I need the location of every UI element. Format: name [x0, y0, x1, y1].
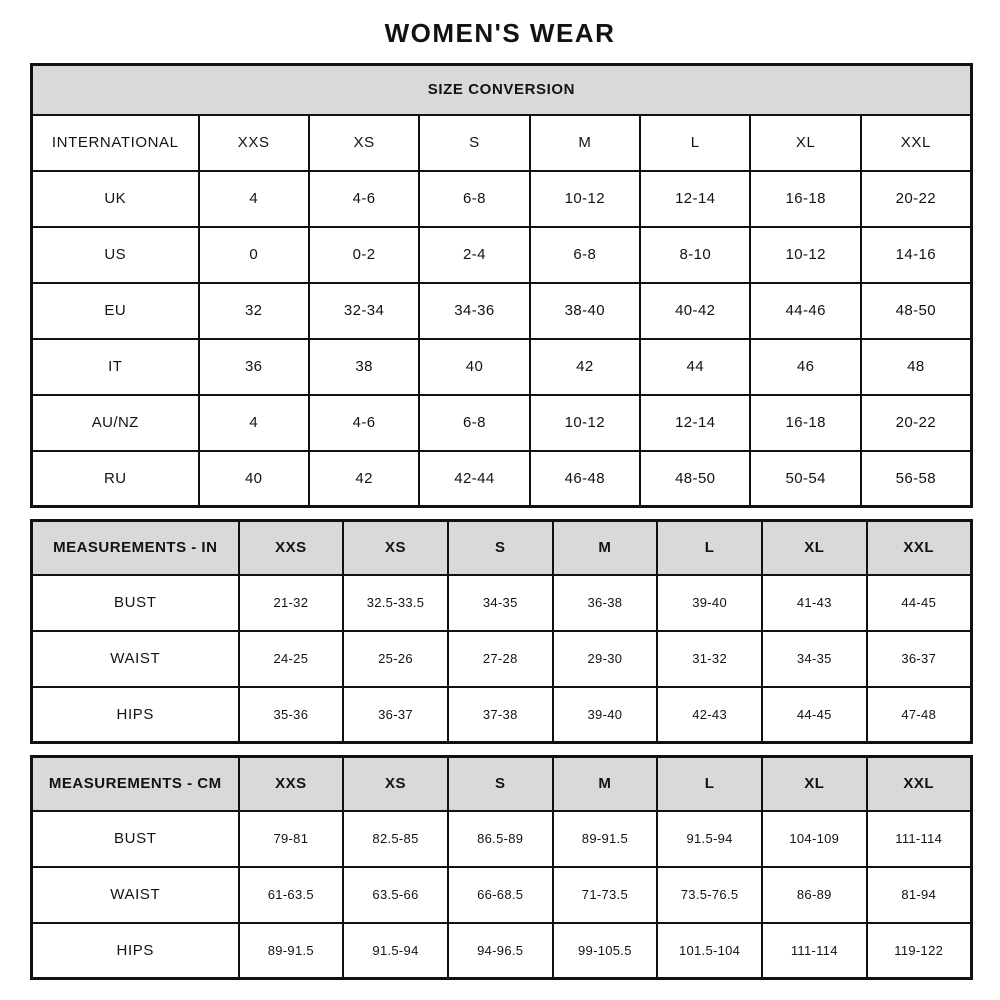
size-value: 14-16	[861, 227, 972, 283]
col-header: INTERNATIONAL	[32, 115, 199, 171]
col-header: S	[448, 521, 553, 575]
size-value: 4-6	[309, 171, 419, 227]
size-value: 12-14	[640, 171, 750, 227]
size-value: 56-58	[861, 451, 972, 507]
measure-value: 66-68.5	[448, 867, 553, 923]
measure-value: 36-37	[343, 687, 448, 743]
row-label: AU/NZ	[32, 395, 199, 451]
measure-value: 101.5-104	[657, 923, 762, 979]
measure-value: 32.5-33.5	[343, 575, 448, 631]
size-value: 10-12	[530, 395, 640, 451]
col-header: S	[419, 115, 529, 171]
measure-value: 111-114	[762, 923, 867, 979]
row-label: EU	[32, 283, 199, 339]
measurements-cm-table	[30, 755, 973, 980]
size-value: 44-46	[750, 283, 860, 339]
measure-value: 24-25	[239, 631, 344, 687]
table-row	[32, 115, 972, 171]
size-value: 40	[419, 339, 529, 395]
col-header: XL	[762, 521, 867, 575]
col-header: L	[640, 115, 750, 171]
col-header: L	[657, 521, 762, 575]
table-row	[32, 227, 972, 283]
measure-value: 104-109	[762, 811, 867, 867]
measure-value: 86-89	[762, 867, 867, 923]
col-header: XS	[343, 521, 448, 575]
measure-value: 47-48	[867, 687, 972, 743]
row-label: UK	[32, 171, 199, 227]
table-row	[32, 451, 972, 507]
measure-value: 41-43	[762, 575, 867, 631]
size-value: 8-10	[640, 227, 750, 283]
size-conversion-title: SIZE CONVERSION	[32, 65, 972, 115]
table-row	[32, 923, 972, 979]
col-header: L	[657, 757, 762, 811]
size-value: 48-50	[640, 451, 750, 507]
col-header: M	[553, 757, 658, 811]
row-label: HIPS	[32, 687, 239, 743]
measurements-in-title: MEASUREMENTS - IN	[32, 521, 239, 575]
col-header: XXL	[867, 521, 972, 575]
table-row	[32, 283, 972, 339]
measure-value: 73.5-76.5	[657, 867, 762, 923]
size-value: 4	[199, 395, 309, 451]
size-value: 42	[530, 339, 640, 395]
table-row	[32, 631, 972, 687]
size-value: 10-12	[530, 171, 640, 227]
size-value: 32-34	[309, 283, 419, 339]
col-header: XL	[750, 115, 860, 171]
measure-value: 91.5-94	[343, 923, 448, 979]
table-row	[32, 757, 972, 811]
size-value: 42-44	[419, 451, 529, 507]
size-value: 4	[199, 171, 309, 227]
row-label: IT	[32, 339, 199, 395]
measure-value: 35-36	[239, 687, 344, 743]
col-header: M	[553, 521, 658, 575]
measure-value: 27-28	[448, 631, 553, 687]
col-header: XXL	[867, 757, 972, 811]
size-value: 16-18	[750, 171, 860, 227]
measure-value: 31-32	[657, 631, 762, 687]
row-label: BUST	[32, 811, 239, 867]
size-value: 50-54	[750, 451, 860, 507]
size-value: 6-8	[530, 227, 640, 283]
table-row	[32, 521, 972, 575]
measure-value: 82.5-85	[343, 811, 448, 867]
col-header: XXL	[861, 115, 972, 171]
col-header: S	[448, 757, 553, 811]
size-value: 40-42	[640, 283, 750, 339]
size-conversion-table	[30, 63, 973, 508]
size-value: 38	[309, 339, 419, 395]
size-value: 40	[199, 451, 309, 507]
table-row	[32, 171, 972, 227]
row-label: WAIST	[32, 631, 239, 687]
size-value: 2-4	[419, 227, 529, 283]
measurements-in-table	[30, 519, 973, 744]
size-value: 44	[640, 339, 750, 395]
size-value: 4-6	[309, 395, 419, 451]
col-header: XS	[343, 757, 448, 811]
measure-value: 81-94	[867, 867, 972, 923]
row-label: RU	[32, 451, 199, 507]
measure-value: 63.5-66	[343, 867, 448, 923]
table-row	[32, 687, 972, 743]
size-value: 42	[309, 451, 419, 507]
size-value: 32	[199, 283, 309, 339]
measure-value: 34-35	[762, 631, 867, 687]
col-header: M	[530, 115, 640, 171]
size-value: 16-18	[750, 395, 860, 451]
table-row	[32, 339, 972, 395]
row-label: WAIST	[32, 867, 239, 923]
size-value: 0	[199, 227, 309, 283]
table-row	[32, 65, 972, 115]
measurements-cm-title: MEASUREMENTS - CM	[32, 757, 239, 811]
measure-value: 39-40	[553, 687, 658, 743]
size-value: 6-8	[419, 171, 529, 227]
measure-value: 91.5-94	[657, 811, 762, 867]
table-row	[32, 575, 972, 631]
col-header: XXS	[239, 757, 344, 811]
measure-value: 36-37	[867, 631, 972, 687]
row-label: BUST	[32, 575, 239, 631]
measure-value: 89-91.5	[239, 923, 344, 979]
measure-value: 119-122	[867, 923, 972, 979]
measure-value: 36-38	[553, 575, 658, 631]
measure-value: 44-45	[867, 575, 972, 631]
size-value: 10-12	[750, 227, 860, 283]
size-value: 48-50	[861, 283, 972, 339]
size-value: 46	[750, 339, 860, 395]
measure-value: 111-114	[867, 811, 972, 867]
measure-value: 29-30	[553, 631, 658, 687]
size-value: 46-48	[530, 451, 640, 507]
size-value: 36	[199, 339, 309, 395]
page-title: WOMEN'S WEAR	[384, 18, 616, 48]
measure-value: 34-35	[448, 575, 553, 631]
measure-value: 89-91.5	[553, 811, 658, 867]
size-value: 12-14	[640, 395, 750, 451]
measure-value: 99-105.5	[553, 923, 658, 979]
col-header: XXS	[199, 115, 309, 171]
col-header: XL	[762, 757, 867, 811]
col-header: XS	[309, 115, 419, 171]
table-row	[32, 811, 972, 867]
measure-value: 79-81	[239, 811, 344, 867]
measure-value: 71-73.5	[553, 867, 658, 923]
measure-value: 61-63.5	[239, 867, 344, 923]
size-value: 6-8	[419, 395, 529, 451]
size-value: 48	[861, 339, 972, 395]
measure-value: 94-96.5	[448, 923, 553, 979]
size-value: 34-36	[419, 283, 529, 339]
col-header: XXS	[239, 521, 344, 575]
size-value: 20-22	[861, 395, 972, 451]
table-row	[32, 395, 972, 451]
size-value: 20-22	[861, 171, 972, 227]
table-row	[32, 867, 972, 923]
measure-value: 86.5-89	[448, 811, 553, 867]
measure-value: 42-43	[657, 687, 762, 743]
size-value: 38-40	[530, 283, 640, 339]
measure-value: 44-45	[762, 687, 867, 743]
row-label: US	[32, 227, 199, 283]
measure-value: 25-26	[343, 631, 448, 687]
size-value: 0-2	[309, 227, 419, 283]
measure-value: 37-38	[448, 687, 553, 743]
measure-value: 21-32	[239, 575, 344, 631]
row-label: HIPS	[32, 923, 239, 979]
measure-value: 39-40	[657, 575, 762, 631]
